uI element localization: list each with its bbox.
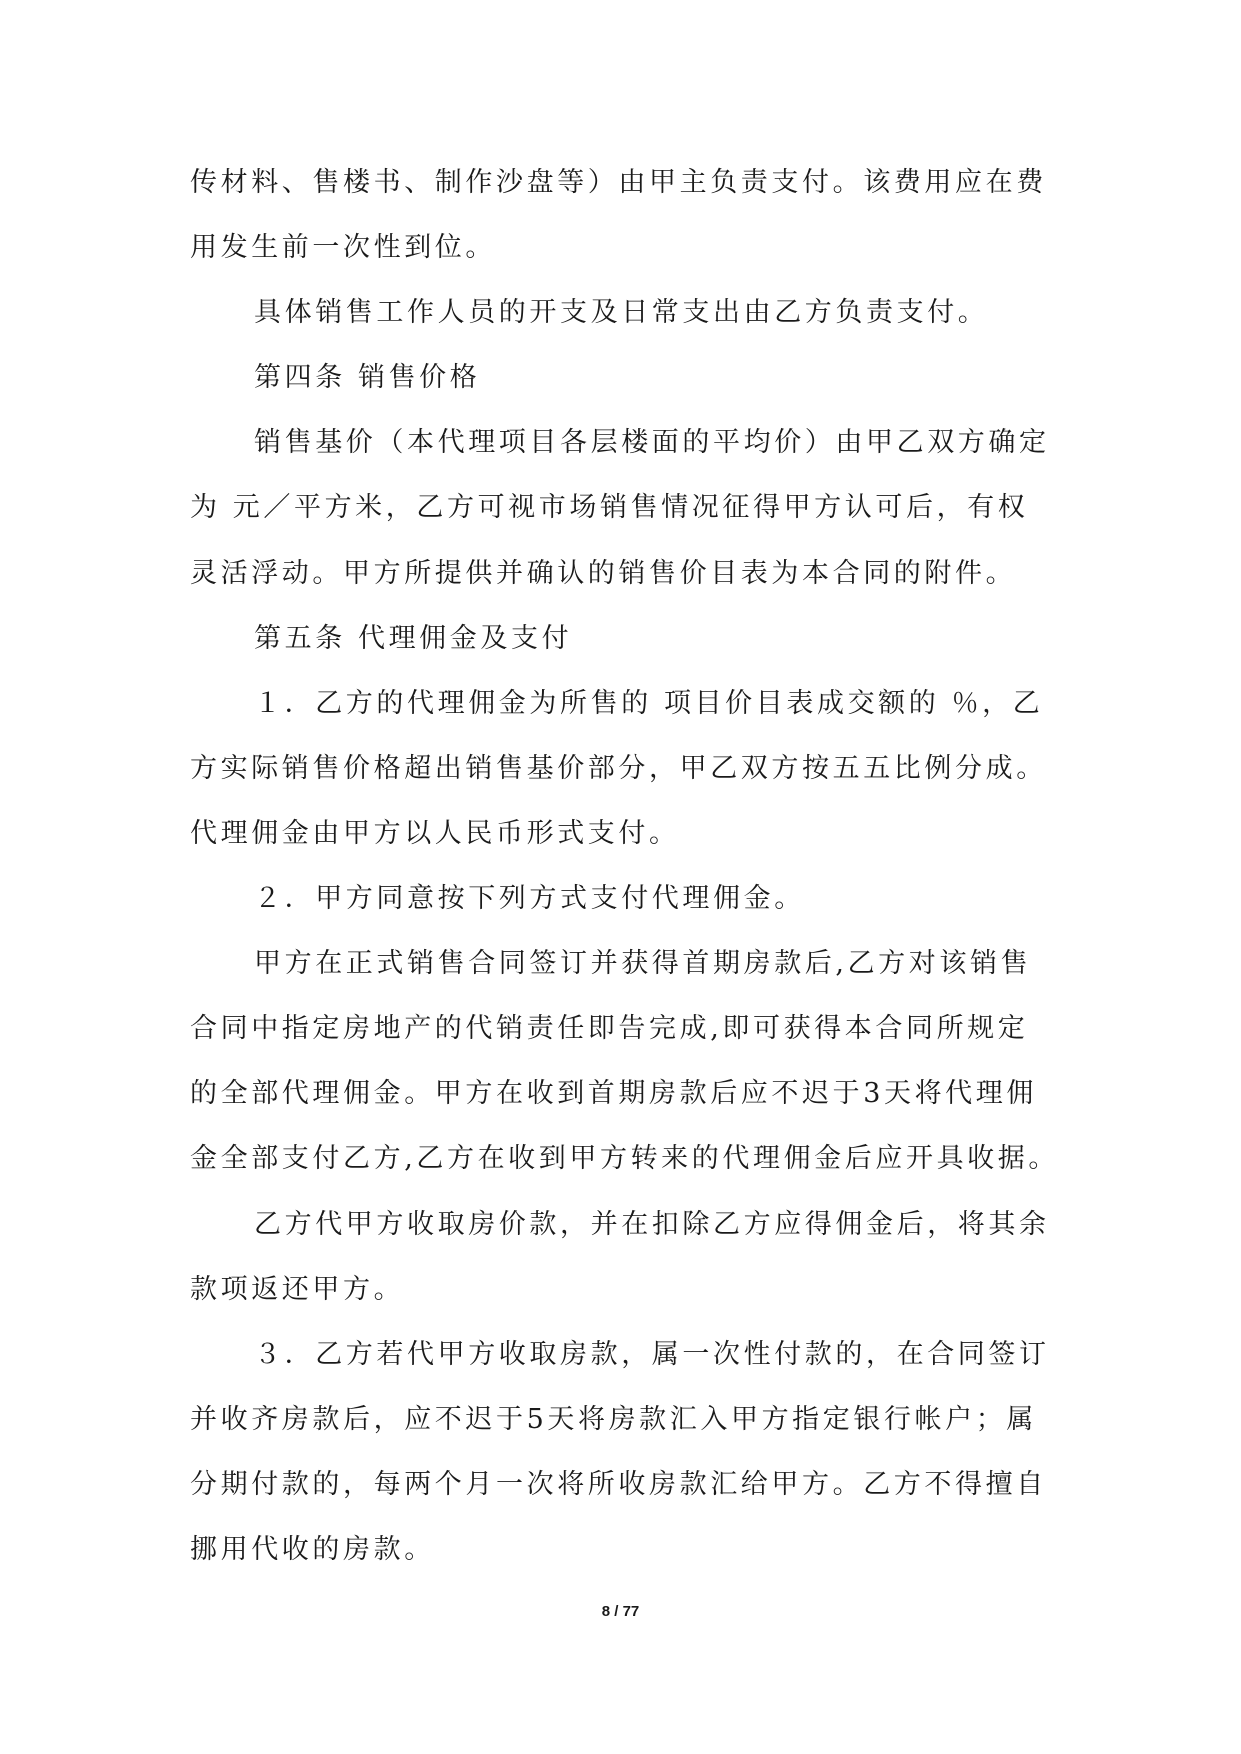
body-text-line: 甲方在正式销售合同签订并获得首期房款后,乙方对该销售: [254, 948, 1032, 980]
numbered-clause-line: ３．乙方若代甲方收取房款，属一次性付款的，在合同签订: [254, 1338, 1050, 1370]
body-text-line: 传材料、售楼书、制作沙盘等）由甲主负责支付。该费用应在费: [190, 167, 1047, 198]
body-text-line: 乙方代甲方收取房价款，并在扣除乙方应得佣金后，将其余: [254, 1208, 1050, 1240]
body-text-line: 为 元／平方米，乙方可视市场销售情况征得甲方认可后，有权: [190, 492, 1029, 524]
body-text-line: 用发生前一次性到位。: [190, 232, 496, 264]
section-heading: 第五条 代理佣金及支付: [254, 622, 573, 654]
body-text-line: 挪用代收的房款。: [190, 1533, 435, 1565]
document-body: [190, 150, 1090, 1582]
body-text-line: 方实际销售价格超出销售基价部分，甲乙双方按五五比例分成。: [190, 752, 1047, 784]
body-text-line: 具体销售工作人员的开支及日常支出由乙方负责支付。: [254, 297, 989, 329]
body-text-line: 销售基价（本代理项目各层楼面的平均价）由甲乙双方确定: [254, 427, 1050, 459]
body-text-line: 款项返还甲方。: [190, 1273, 405, 1305]
body-text-line: 金全部支付乙方,乙方在收到甲方转来的代理佣金后应开具收据。: [190, 1143, 1059, 1175]
body-text-line: 代理佣金由甲方以人民币形式支付。: [190, 817, 680, 849]
numbered-clause-line: ２．甲方同意按下列方式支付代理佣金。: [254, 883, 805, 915]
body-text-line: 并收齐房款后，应不迟于5天将房款汇入甲方指定银行帐户；属: [190, 1403, 1037, 1435]
body-text-line: 灵活浮动。甲方所提供并确认的销售价目表为本合同的附件。: [190, 557, 1017, 589]
body-text-line: 合同中指定房地产的代销责任即告完成,即可获得本合同所规定: [190, 1013, 1029, 1045]
page-number: 8 / 77: [601, 1603, 640, 1620]
section-heading: 第四条 销售价格: [254, 362, 481, 394]
body-text-line: 分期付款的，每两个月一次将所收房款汇给甲方。乙方不得擅自: [190, 1468, 1047, 1500]
numbered-clause-line: １．乙方的代理佣金为所售的 项目价目表成交额的 ％，乙: [254, 687, 1044, 719]
body-text-line: 的全部代理佣金。甲方在收到首期房款后应不迟于3天将代理佣: [190, 1078, 1037, 1110]
